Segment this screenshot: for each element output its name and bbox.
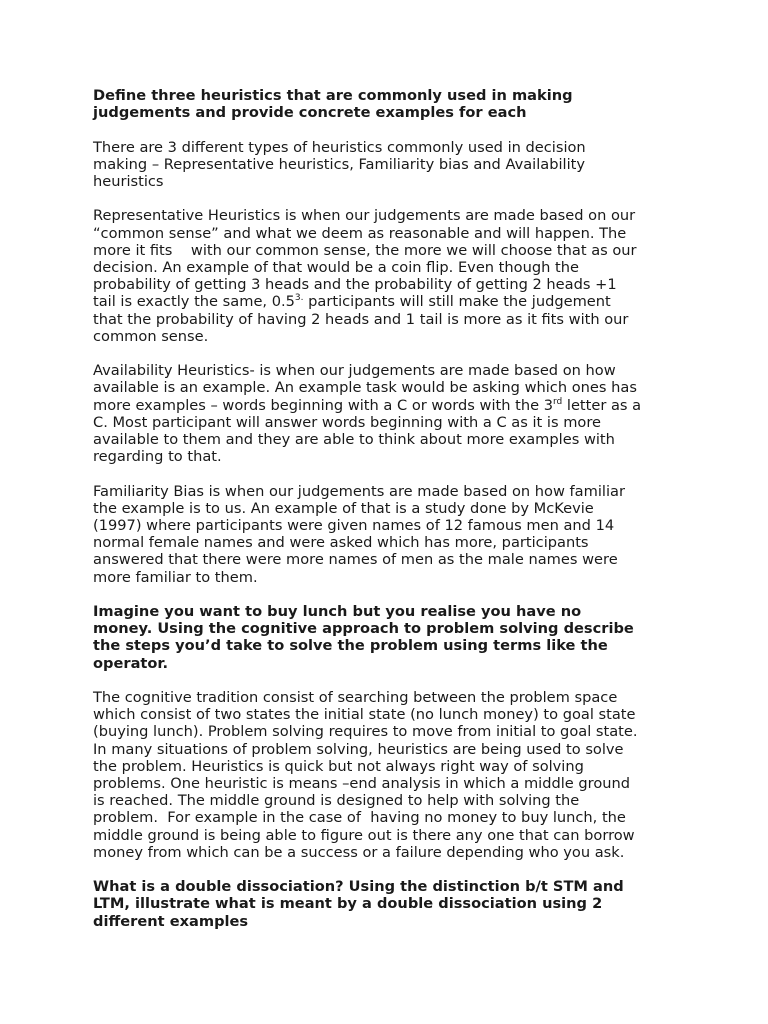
familiarity-paragraph [93, 483, 687, 586]
text-line: LTM, illustrate what is meant by a double dissociation using 2 [93, 895, 603, 913]
text-line: different examples [93, 912, 249, 930]
text-line: problems. One heuristic is means –end analysis in which a middle ground [93, 775, 631, 793]
text-line [93, 293, 687, 310]
text-line: There are 3 different types of heuristics commonly used in decision [93, 138, 586, 156]
superscript: rd [552, 396, 563, 407]
text-line: is reached. The middle ground is designed to help with solving the [93, 792, 580, 810]
text-line: the example is to us. An example of that is a study done by McKevie [93, 499, 594, 517]
question-3-heading [93, 878, 687, 930]
text-line: The cognitive tradition consist of searching between the problem space [93, 689, 618, 707]
text-line: money. Using the cognitive approach to problem solving describe [93, 620, 634, 638]
text-line: “common sense” and what we deem as reasonable and will happen. The [93, 224, 627, 242]
document-page [93, 87, 687, 930]
text-line: judgements and provide concrete examples for each [93, 104, 527, 122]
text-line: heuristics [93, 173, 164, 190]
representative-paragraph [93, 207, 687, 345]
text-line: problem. For example in the case of having no money to buy lunch, the [93, 809, 626, 827]
text-line: that the probability of having 2 heads and 1 tail is more as it fits with our [93, 310, 629, 328]
text-line: the problem. Heuristics is quick but not always right way of solving [93, 757, 584, 775]
text-line: more familiar to them. [93, 568, 258, 586]
text-line: operator. [93, 654, 169, 672]
text-line: regarding to that. [93, 448, 222, 466]
text-line: (buying lunch). Problem solving requires to move from initial to goal state. [93, 723, 638, 741]
text-fragment: tail is exactly the same, 0.5 [93, 293, 295, 311]
text-line: available is an example. An example task would be asking which ones has [93, 379, 637, 397]
text-line: C. Most participant will answer words beginning with a C as it is more [93, 413, 602, 431]
text-line: which consist of two states the initial state (no lunch money) to goal state [93, 706, 636, 724]
availability-paragraph [93, 362, 687, 465]
text-line: answered that there were more names of men as the male names were [93, 551, 618, 569]
text-fragment: letter as a [562, 396, 642, 414]
text-line: Representative Heuristics is when our judgements are made based on our [93, 207, 636, 225]
text-fragment: participants will still make the judgement [303, 293, 611, 311]
text-line: Familiarity Bias is when our judgements are made based on how familiar [93, 482, 625, 500]
text-line: normal female names and were asked which has more, participants [93, 534, 589, 552]
text-line: What is a double dissociation? Using the distinction b/t STM and [93, 878, 624, 896]
text-line: money from which can be a success or a failure depending who you ask. [93, 843, 625, 861]
text-line: middle ground is being able to figure out is there any one that can borrow [93, 826, 635, 844]
text-line [93, 397, 687, 414]
question-2-answer [93, 689, 687, 861]
intro-paragraph [93, 139, 687, 191]
text-line: In many situations of problem solving, heuristics are being used to solve [93, 740, 624, 758]
superscript: 3. [294, 293, 304, 304]
text-line: common sense. [93, 327, 209, 345]
text-fragment: more examples – words beginning with a C or words with the 3 [93, 396, 553, 414]
text-line: Availability Heuristics- is when our judgements are made based on how [93, 362, 616, 380]
question-2-heading [93, 603, 687, 672]
text-line: making – Representative heuristics, Familiarity bias and Availability [93, 155, 585, 173]
text-line: decision. An example of that would be a coin flip. Even though the [93, 259, 579, 276]
text-line: (1997) where participants were given names of 12 famous men and 14 [93, 517, 615, 535]
question-1-heading [93, 87, 687, 121]
text-line: the steps you’d take to solve the problem using terms like the [93, 637, 608, 655]
text-line: more it fits with our common sense, the more we will choose that as our [93, 241, 637, 259]
text-line: Define three heuristics that are commonly used in making [93, 87, 573, 104]
text-line: probability of getting 3 heads and the probability of getting 2 heads +1 [93, 276, 617, 294]
text-line: available to them and they are able to think about more examples with [93, 431, 615, 449]
text-line: Imagine you want to buy lunch but you realise you have no [93, 603, 582, 621]
